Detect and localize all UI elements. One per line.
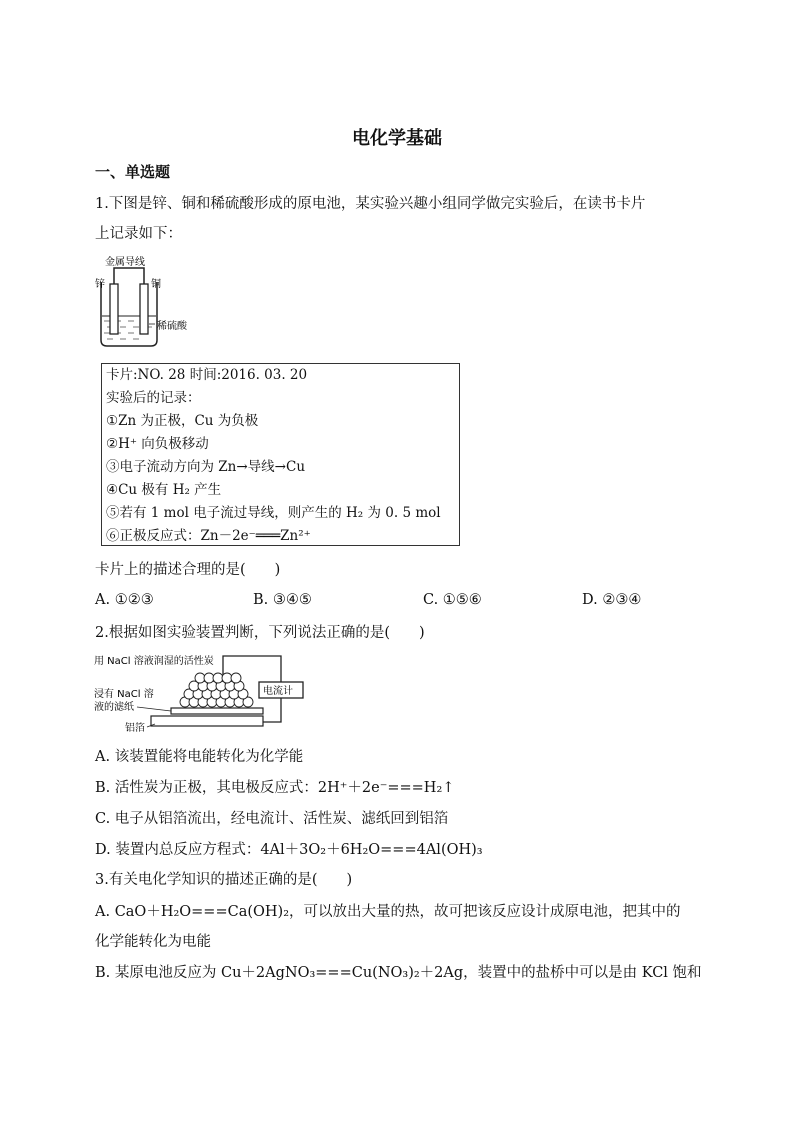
card-line: ④Cu 极有 H₂ 产生 xyxy=(106,482,222,498)
card-line: ⑥正极反应式：Zn－2e⁻═══Zn²⁺ xyxy=(106,528,311,544)
q1-options xyxy=(95,592,715,612)
copper-label: 铜 xyxy=(151,279,161,290)
al-air-cell-figure xyxy=(93,652,308,737)
acid-label: 稀硫酸 xyxy=(157,321,187,332)
q2-stem: 2.根据如图实验装置判断，下列说法正确的是( ) xyxy=(95,625,425,641)
meter-label: 电流计 xyxy=(263,686,293,697)
paper-label-2: 液的滤纸 xyxy=(94,702,134,713)
foil-label: 铝箔 xyxy=(125,723,145,734)
card-line: 实验后的记录： xyxy=(106,390,201,406)
q2-option-b[interactable]: B. 活性炭为正极，其电极反应式：2H⁺＋2e⁻===H₂↑ xyxy=(95,780,455,796)
section-heading: 一、单选题 xyxy=(95,163,171,181)
q3-stem: 3.有关电化学知识的描述正确的是( ) xyxy=(95,872,353,888)
card-line: 卡片:NO. 28 时间:2016. 03. 20 xyxy=(106,367,308,383)
record-card xyxy=(101,363,460,546)
card-line: ②H⁺ 向负极移动 xyxy=(106,436,209,452)
q3-option-b-line1[interactable]: B. 某原电池反应为 Cu＋2AgNO₃===Cu(NO₃)₂＋2Ag，装置中的盐桥中可以是由 KCl 饱和 xyxy=(95,965,702,981)
q1-option-b[interactable]: B. ③④⑤ xyxy=(253,592,312,608)
q1-stem-line1: 1.下图是锌、铜和稀硫酸形成的原电池，某实验兴趣小组同学做完实验后，在读书卡片 xyxy=(95,196,646,212)
q3-option-a-line2: 化学能转化为电能 xyxy=(95,934,211,950)
card-line: ①Zn 为正极，Cu 为负极 xyxy=(106,413,259,429)
card-line: ③电子流动方向为 Zn→导线→Cu xyxy=(106,459,306,475)
q1-stem-line2: 上记录如下： xyxy=(95,226,182,242)
q2-option-a[interactable]: A. 该装置能将电能转化为化学能 xyxy=(95,749,304,765)
galvanic-cell-figure xyxy=(93,254,233,354)
paper-label-1: 浸有 NaCl 溶 xyxy=(94,689,154,700)
q1-question: 卡片上的描述合理的是( ) xyxy=(95,562,281,578)
page-title: 电化学基础 xyxy=(352,128,442,149)
q1-option-d[interactable]: D. ②③④ xyxy=(582,592,642,608)
q2-option-c[interactable]: C. 电子从铝箔流出，经电流计、活性炭、滤纸回到铝箔 xyxy=(95,811,449,827)
q3-option-a-line1[interactable]: A. CaO＋H₂O===Ca(OH)₂，可以放出大量的热，故可把该反应设计成原电池，把其中的 xyxy=(95,904,681,920)
carbon-label: 用 NaCl 溶液润湿的活性炭 xyxy=(94,656,214,667)
q2-option-d[interactable]: D. 装置内总反应方程式：4Al＋3O₂＋6H₂O===4Al(OH)₃ xyxy=(95,842,483,858)
q1-option-c[interactable]: C. ①⑤⑥ xyxy=(423,592,482,608)
q1-option-a[interactable]: A. ①②③ xyxy=(95,592,154,608)
zinc-label: 锌 xyxy=(95,279,105,290)
wire-label: 金属导线 xyxy=(105,257,145,268)
card-line: ⑤若有 1 mol 电子流过导线，则产生的 H₂ 为 0. 5 mol xyxy=(106,505,441,521)
